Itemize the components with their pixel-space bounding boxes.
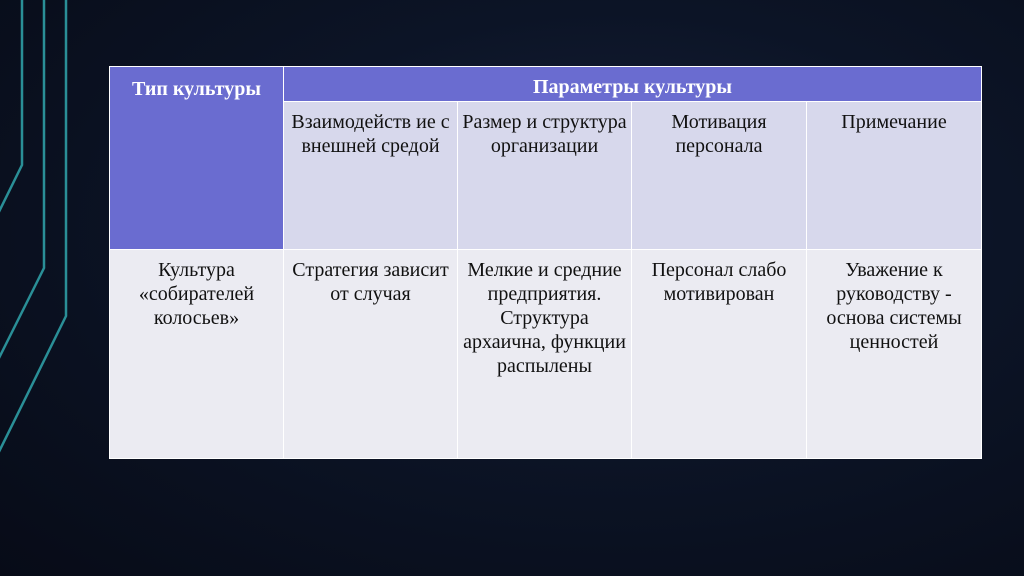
header-type-cell — [110, 67, 284, 250]
header-col-note — [807, 102, 982, 250]
header-type-label: Тип культуры — [132, 78, 261, 100]
row-cell-size — [458, 250, 632, 459]
header-col-label: Примечание — [841, 111, 947, 133]
row-cell-motivation — [632, 250, 807, 459]
header-col-size — [458, 102, 632, 250]
header-col-label: Размер и структура организации — [462, 111, 627, 157]
table-row — [110, 250, 982, 459]
cell-text: Персонал слабо мотивирован — [651, 259, 787, 305]
decor-line-3 — [0, 0, 66, 470]
header-params-label: Параметры культуры — [532, 76, 733, 98]
cell-text: Стратегия зависит от случая — [292, 259, 449, 305]
row-type-label: Культура «собирателей колосьев» — [138, 259, 255, 329]
decorative-lines — [0, 0, 120, 576]
row-cell-interaction — [284, 250, 458, 459]
header-col-label: Мотивация персонала — [671, 111, 767, 157]
header-col-motivation — [632, 102, 807, 250]
header-params-cell — [284, 67, 982, 102]
header-col-interaction — [284, 102, 458, 250]
cell-text: Мелкие и средние предприятия. Структура архаична, функции распылены — [463, 259, 626, 377]
row-type-cell — [110, 250, 284, 459]
decor-line-1 — [0, 0, 22, 230]
cell-text: Уважение к руководству - основа системы ценностей — [826, 259, 962, 353]
header-col-label: Взаимодейств ие с внешней средой — [291, 111, 450, 157]
row-cell-note — [807, 250, 982, 459]
culture-table — [109, 66, 982, 459]
